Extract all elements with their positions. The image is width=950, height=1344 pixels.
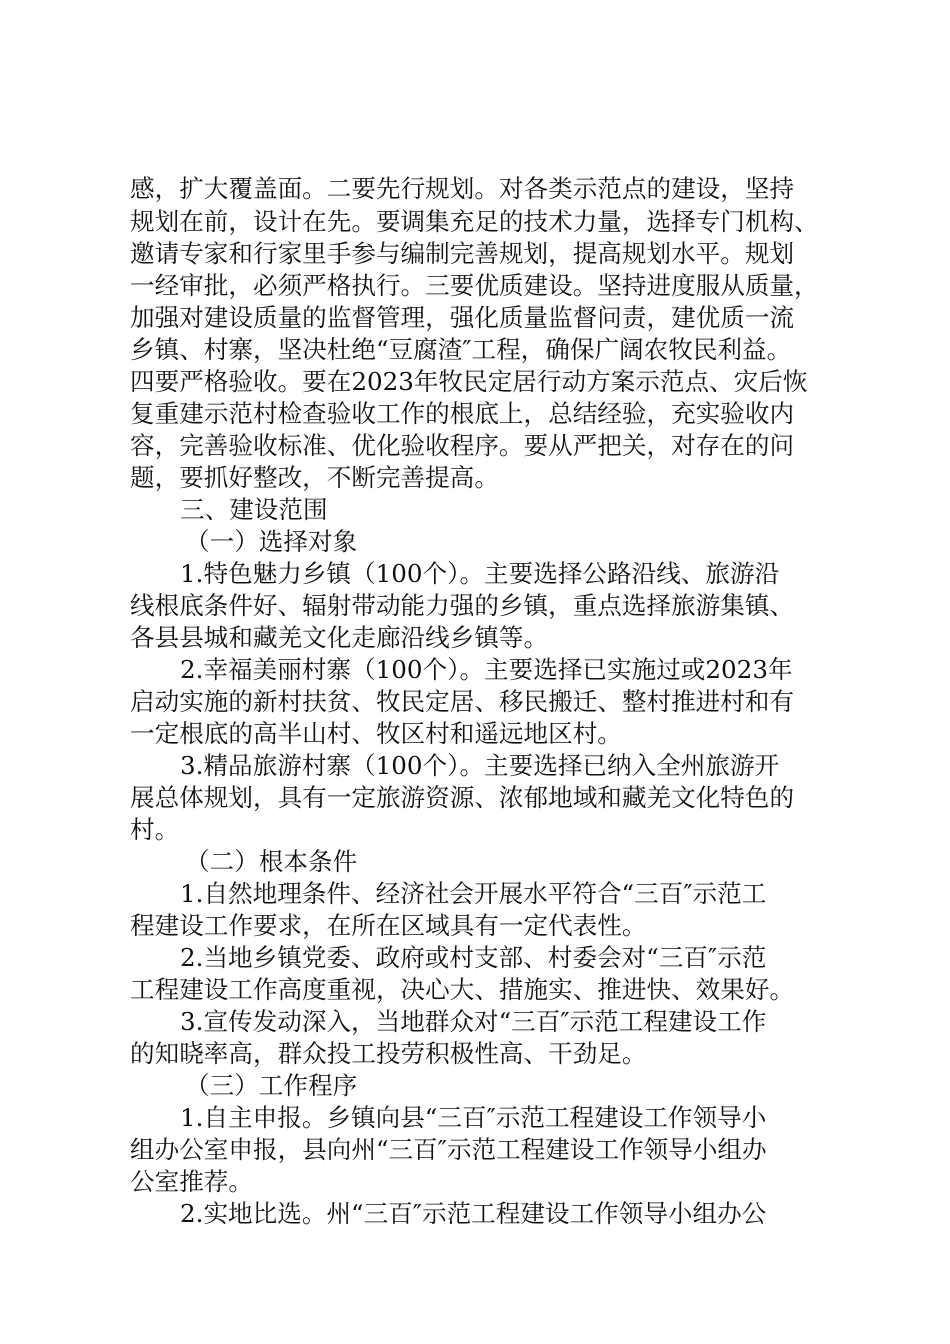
text-line: 3.宣传发动深入，当地群众对“三百″示范工程建设工作 (180, 1007, 767, 1036)
text-line: 1.自然地理条件、经济社会开展水平符合“三百″示范工 (180, 879, 767, 908)
text-line: 乡镇、村寨，坚决杜绝“豆腐渣″工程，确保广阔农牧民利益。 (130, 335, 792, 364)
text-line: 四要严格验收。要在2023年牧民定居行动方案示范点、灾后恢 (130, 367, 808, 396)
text-line: 程建设工作要求，在所在区域具有一定代表性。 (130, 911, 647, 940)
text-line: 规划在前，设计在先。要调集充足的技术力量，选择专门机构、 (130, 207, 819, 236)
text-line: 复重建示范村检查验收工作的根底上，总结经验，充实验收内 (130, 399, 795, 428)
text-line: 展总体规划，具有一定旅游资源、浓郁地域和藏羌文化特色的 (130, 783, 795, 812)
section-heading: 三、建设范围 (180, 495, 328, 524)
text-line: 3.精品旅游村寨（100个）。主要选择已纳入全州旅游开 (180, 751, 780, 780)
text-line: 一经审批，必须严格执行。三要优质建设。坚持进度服从质量， (130, 271, 819, 300)
subsection-heading: （三）工作程序 (185, 1071, 358, 1100)
text-line: 邀请专家和行家里手参与编制完善规划，提高规划水平。规划 (130, 239, 795, 268)
text-line: 启动实施的新村扶贫、牧民定居、移民搬迁、整村推进村和有 (130, 687, 795, 716)
subsection-heading: （一）选择对象 (185, 527, 358, 556)
text-line: 一定根底的高半山村、牧区村和遥远地区村。 (130, 719, 622, 748)
text-line: 村。 (130, 815, 180, 844)
subsection-heading: （二）根本条件 (185, 847, 358, 876)
text-line: 的知晓率高，群众投工投劳积极性高、干劲足。 (130, 1039, 647, 1068)
text-line: 2.实地比选。州“三百″示范工程建设工作领导小组办公 (180, 1199, 767, 1228)
text-line: 2.幸福美丽村寨（100个）。主要选择已实施过或2023年 (180, 655, 793, 684)
text-line: 容，完善验收标准、优化验收程序。要从严把关，对存在的问 (130, 431, 795, 460)
text-line: 组办公室申报，县向州“三百″示范工程建设工作领导小组办 (130, 1135, 767, 1164)
text-line: 1.特色魅力乡镇（100个）。主要选择公路沿线、旅游沿 (180, 559, 780, 588)
text-line: 感，扩大覆盖面。二要先行规划。对各类示范点的建设，坚持 (130, 174, 795, 203)
text-line: 加强对建设质量的监督管理，强化质量监督问责，建优质一流 (130, 303, 795, 332)
text-line: 线根底条件好、辐射带动能力强的乡镇，重点选择旅游集镇、 (130, 591, 795, 620)
text-line: 各县县城和藏羌文化走廊沿线乡镇等。 (130, 623, 549, 652)
text-line: 1.自主申报。乡镇向县“三百″示范工程建设工作领导小 (180, 1103, 767, 1132)
text-line: 公室推荐。 (130, 1167, 253, 1196)
text-line: 题，要抓好整改，不断完善提高。 (130, 463, 499, 492)
text-line: 2.当地乡镇党委、政府或村支部、村委会对“三百″示范 (180, 943, 767, 972)
text-line: 工程建设工作高度重视，决心大、措施实、推进快、效果好。 (130, 975, 795, 1004)
